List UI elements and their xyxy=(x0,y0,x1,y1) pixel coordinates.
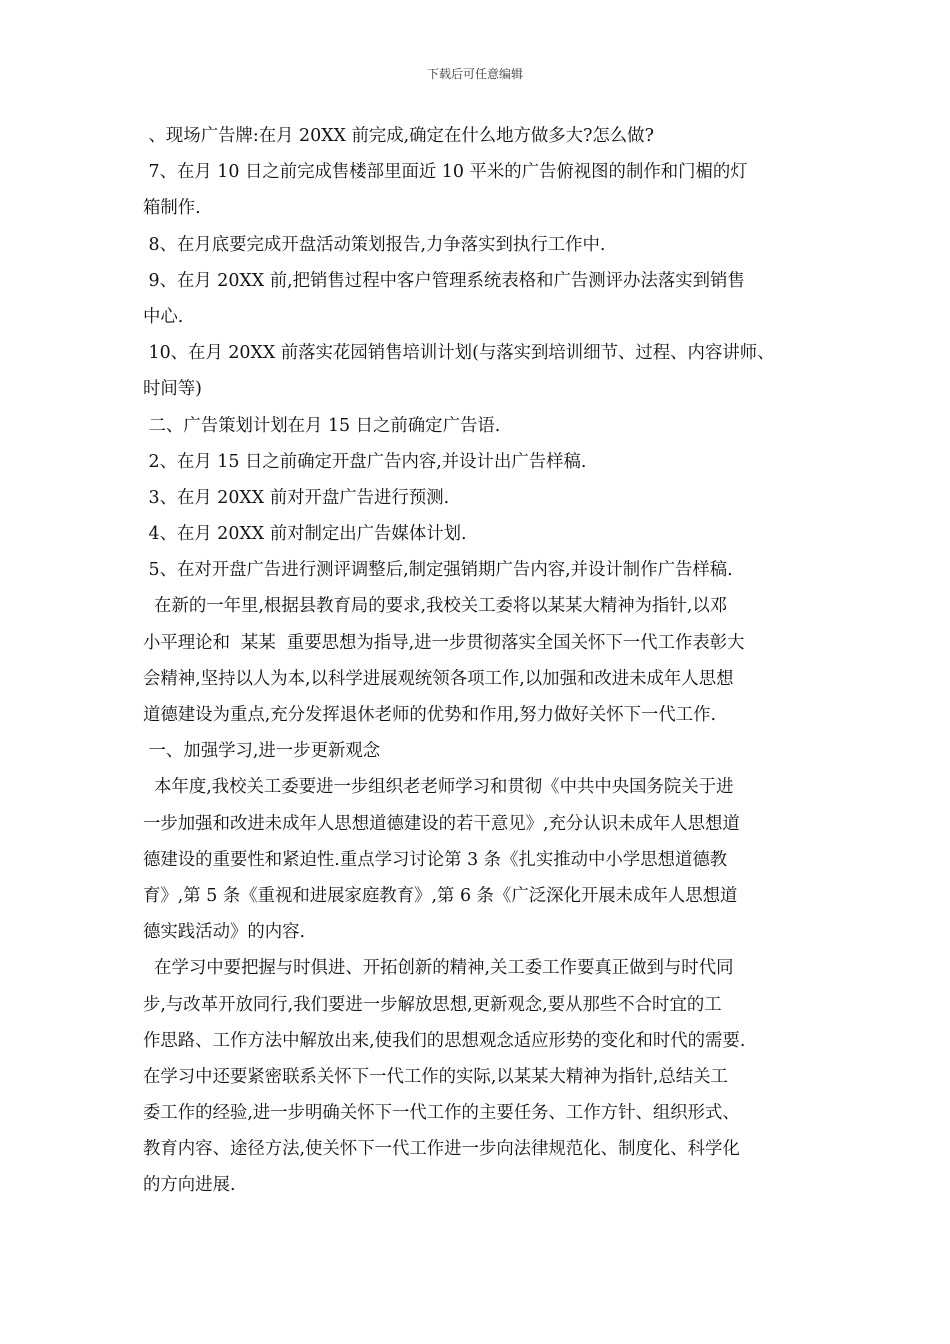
text-line: 10、在月 20XX 前落实花园销售培训计划(与落实到培训细节、过程、内容讲师、 xyxy=(143,343,775,364)
text-line: 步,与改革开放同行,我们要进一步解放思想,更新观念,要从那些不合时宜的工 xyxy=(143,994,722,1015)
text-line: 2、在月 15 日之前确定开盘广告内容,并设计出广告样稿. xyxy=(143,451,587,472)
text-line: 道德建设为重点,充分发挥退休老师的优势和作用,努力做好关怀下一代工作. xyxy=(143,705,717,725)
text-line: 一步加强和改进未成年人思想道德建设的若干意见》,充分认识未成年人思想道 xyxy=(143,813,740,834)
text-line: 在学习中要把握与时俱进、开拓创新的精神,关工委工作要真正做到与时代同 xyxy=(143,958,734,979)
text-line: 箱制作. xyxy=(143,198,201,219)
text-line: 4、在月 20XX 前对制定出广告媒体计划. xyxy=(143,524,467,545)
text-line: 3、在月 20XX 前对开盘广告进行预测. xyxy=(143,487,450,508)
text-line: 二、广告策划计划在月 15 日之前确定广告语. xyxy=(143,415,501,436)
text-line: 的方向进展. xyxy=(143,1175,236,1196)
page-header: 下载后可任意编辑 xyxy=(426,67,523,81)
text-line: 委工作的经验,进一步明确关怀下一代工作的主要任务、工作方针、组织形式、 xyxy=(143,1103,740,1124)
text-line: 一、加强学习,进一步更新观念 xyxy=(143,741,381,762)
text-line: 会精神,坚持以人为本,以科学进展观统领各项工作,以加强和改进未成年人思想 xyxy=(143,668,734,689)
text-line: 德建设的重要性和紧迫性.重点学习讨论第 3 条《扎实推动中小学思想道德教 xyxy=(143,849,728,870)
text-line: 小平理论和 某某 重要思想为指导,进一步贯彻落实全国关怀下一代工作表彰大 xyxy=(143,632,745,653)
text-line: 在学习中还要紧密联系关怀下一代工作的实际,以某某大精神为指针,总结关工 xyxy=(143,1066,728,1087)
text-line: 在新的一年里,根据县教育局的要求,我校关工委将以某某大精神为指针,以邓 xyxy=(143,596,728,617)
text-line: 中心. xyxy=(143,306,184,327)
text-line: 9、在月 20XX 前,把销售过程中客户管理系统表格和广告测评办法落实到销售 xyxy=(143,270,745,291)
text-line: 德实践活动》的内容. xyxy=(143,922,306,943)
text-line: 本年度,我校关工委要进一步组织老老师学习和贯彻《中共中央国务院关于进 xyxy=(143,777,734,798)
document-body xyxy=(143,118,813,1204)
text-line: 、现场广告牌:在月 20XX 前完成,确定在什么地方做多大?怎么做? xyxy=(143,126,654,146)
text-line: 时间等) xyxy=(143,379,202,400)
text-line: 育》,第 5 条《重视和进展家庭教育》,第 6 条《广泛深化开展未成年人思想道 xyxy=(143,885,738,906)
text-line: 5、在对开盘广告进行测评调整后,制定强销期广告内容,并设计制作广告样稿. xyxy=(143,560,733,581)
text-line: 8、在月底要完成开盘活动策划报告,力争落实到执行工作中. xyxy=(143,234,606,255)
text-line: 教育内容、途径方法,使关怀下一代工作进一步向法律规范化、制度化、科学化 xyxy=(143,1139,740,1160)
text-line: 7、在月 10 日之前完成售楼部里面近 10 平米的广告俯视图的制作和门楣的灯 xyxy=(143,162,748,183)
text-line: 作思路、工作方法中解放出来,使我们的思想观念适应形势的变化和时代的需要. xyxy=(143,1030,746,1051)
